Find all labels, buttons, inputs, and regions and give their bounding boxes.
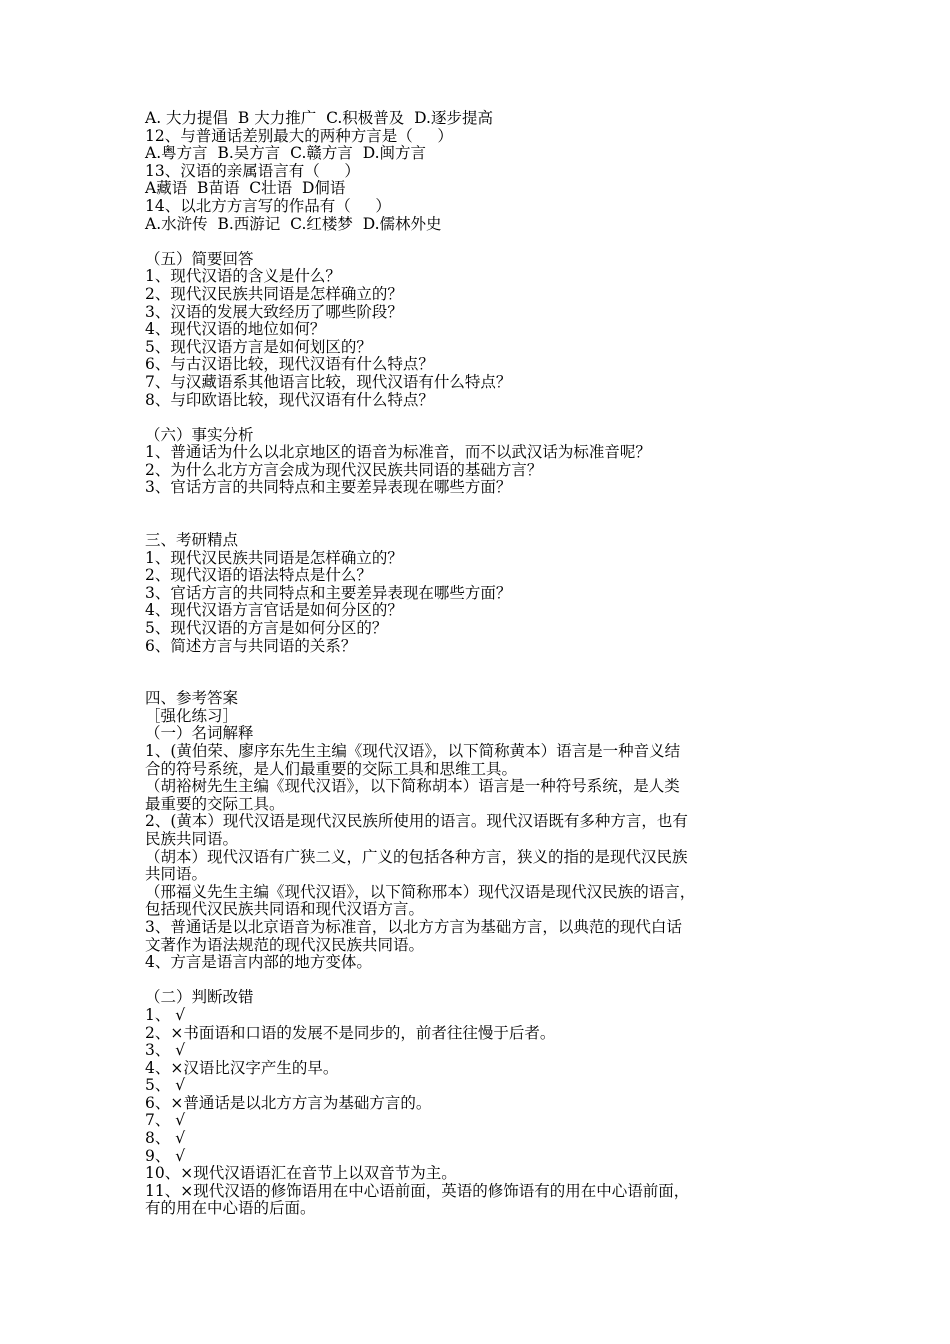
choice-line: A.水浒传 B.西游记 C.红楼梦 D.儒林外史 <box>145 214 442 233</box>
choice-line: A.粤方言 B.吴方言 C.赣方言 D.闽方言 <box>145 144 427 163</box>
section-heading: （一）名词解释 <box>145 724 254 743</box>
spacer <box>145 655 815 690</box>
question-item: 6、简述方言与共同语的关系？ <box>145 636 357 655</box>
section-answers <box>145 690 815 1218</box>
question-item: 5、现代汉语方言是如何划区的？ <box>145 337 372 356</box>
question-item: 3、官话方言的共同特点和主要差异表现在哪些方面？ <box>145 583 512 602</box>
document-page <box>145 110 815 1218</box>
section-heading: （二）判断改错 <box>145 988 254 1007</box>
question-item: 2、现代汉语的语法特点是什么？ <box>145 566 372 585</box>
answer-line: 1、(黄伯荣、廖序东先生主编《现代汉语》，以下简称黄本）语言是一种音义结 <box>145 742 681 760</box>
answer-line: 合的符号系统，是人们最重要的交际工具和思维工具。 <box>145 759 518 778</box>
answer-line: 5、 √ <box>145 1076 186 1095</box>
question-item: 2、为什么北方方言会成为现代汉民族共同语的基础方言？ <box>145 460 543 479</box>
answer-line: 2、×书面语和口语的发展不是同步的，前者往往慢于后者。 <box>145 1023 556 1042</box>
spacer <box>145 409 815 427</box>
section-heading: （六）事实分析 <box>145 425 254 444</box>
spacer <box>145 497 815 532</box>
question-item: 1、普通话为什么以北京地区的语音为标准音，而不以武汉话为标准音呢？ <box>145 443 651 462</box>
question-item: 7、与汉藏语系其他语言比较，现代汉语有什么特点？ <box>145 372 512 391</box>
section-heading: （五）简要回答 <box>145 249 254 268</box>
question-item: 8、与印欧语比较，现代汉语有什么特点？ <box>145 390 434 409</box>
answer-line: （胡裕树先生主编《现代汉语》，以下简称胡本）语言是一种符号系统，是人类 <box>145 777 680 796</box>
answer-line: （邢福义先生主编《现代汉语》，以下简称邢本）现代汉语是现代汉民族的语言， <box>145 882 696 901</box>
question-item: 4、现代汉语的地位如何？ <box>145 320 326 339</box>
subsection-heading: ［强化练习］ <box>145 706 239 725</box>
choice-question-block <box>145 110 815 233</box>
answer-line: 包括现代汉民族共同语和现代汉语方言。 <box>145 900 425 919</box>
section-fact-analysis <box>145 427 815 497</box>
answer-line: 有的用在中心语的后面。 <box>145 1199 316 1218</box>
choice-line: A. 大力提倡 B 大力推广 C.积极普及 D.逐步提高 <box>145 109 493 127</box>
answer-line: 文著作为语法规范的现代汉民族共同语。 <box>145 935 425 954</box>
question-item: 2、现代汉民族共同语是怎样确立的？ <box>145 284 403 303</box>
answer-line: 1、 √ <box>145 1005 186 1024</box>
answer-line: 4、×汉语比汉字产生的早。 <box>145 1058 339 1077</box>
question-item: 6、与古汉语比较，现代汉语有什么特点？ <box>145 355 434 374</box>
answer-line: 11、×现代汉语的修饰语用在中心语前面，英语的修饰语有的用在中心语前面， <box>145 1181 690 1200</box>
answer-line: 民族共同语。 <box>145 829 239 848</box>
answer-line: 10、×现代汉语语汇在音节上以双音节为主。 <box>145 1164 457 1183</box>
spacer <box>145 233 815 251</box>
choice-line: 12、与普通话差别最大的两种方言是（ ） <box>145 126 453 145</box>
answer-line: 共同语。 <box>145 865 208 884</box>
part-heading: 三、考研精点 <box>145 531 239 550</box>
answer-line: 7、 √ <box>145 1111 186 1130</box>
question-item: 1、现代汉语的含义是什么？ <box>145 267 341 286</box>
answer-line: 最重要的交际工具。 <box>145 794 285 813</box>
answer-line: 4、方言是语言内部的地方变体。 <box>145 953 372 972</box>
answer-line: 6、×普通话是以北方方言为基础方言的。 <box>145 1093 432 1112</box>
answer-line: （胡本）现代汉语有广狭二义，广义的包括各种方言，狭义的指的是现代汉民族 <box>145 847 688 866</box>
answer-line: 3、 √ <box>145 1041 186 1060</box>
question-item: 4、现代汉语方言官话是如何分区的？ <box>145 601 403 620</box>
choice-line: 14、以北方方言写的作品有（ ） <box>145 196 391 215</box>
question-item: 1、现代汉民族共同语是怎样确立的？ <box>145 548 403 567</box>
section-exam-points <box>145 532 815 655</box>
choice-line: 13、汉语的亲属语言有（ ） <box>145 161 360 180</box>
section-short-answer <box>145 251 815 409</box>
answer-line: 8、 √ <box>145 1129 186 1148</box>
question-item: 3、官话方言的共同特点和主要差异表现在哪些方面？ <box>145 478 512 497</box>
answer-line: 3、普通话是以北京语音为标准音，以北方方言为基础方言，以典范的现代白话 <box>145 917 682 936</box>
question-item: 3、汉语的发展大致经历了哪些阶段？ <box>145 302 403 321</box>
answer-line: 9、 √ <box>145 1146 186 1165</box>
spacer <box>145 972 815 990</box>
part-heading: 四、参考答案 <box>145 689 239 708</box>
answer-line: 2、(黄本）现代汉语是现代汉民族所使用的语言。现代汉语既有多种方言，也有 <box>145 812 688 831</box>
question-item: 5、现代汉语的方言是如何分区的？ <box>145 619 388 638</box>
choice-line: A藏语 B苗语 C壮语 D侗语 <box>145 179 346 198</box>
